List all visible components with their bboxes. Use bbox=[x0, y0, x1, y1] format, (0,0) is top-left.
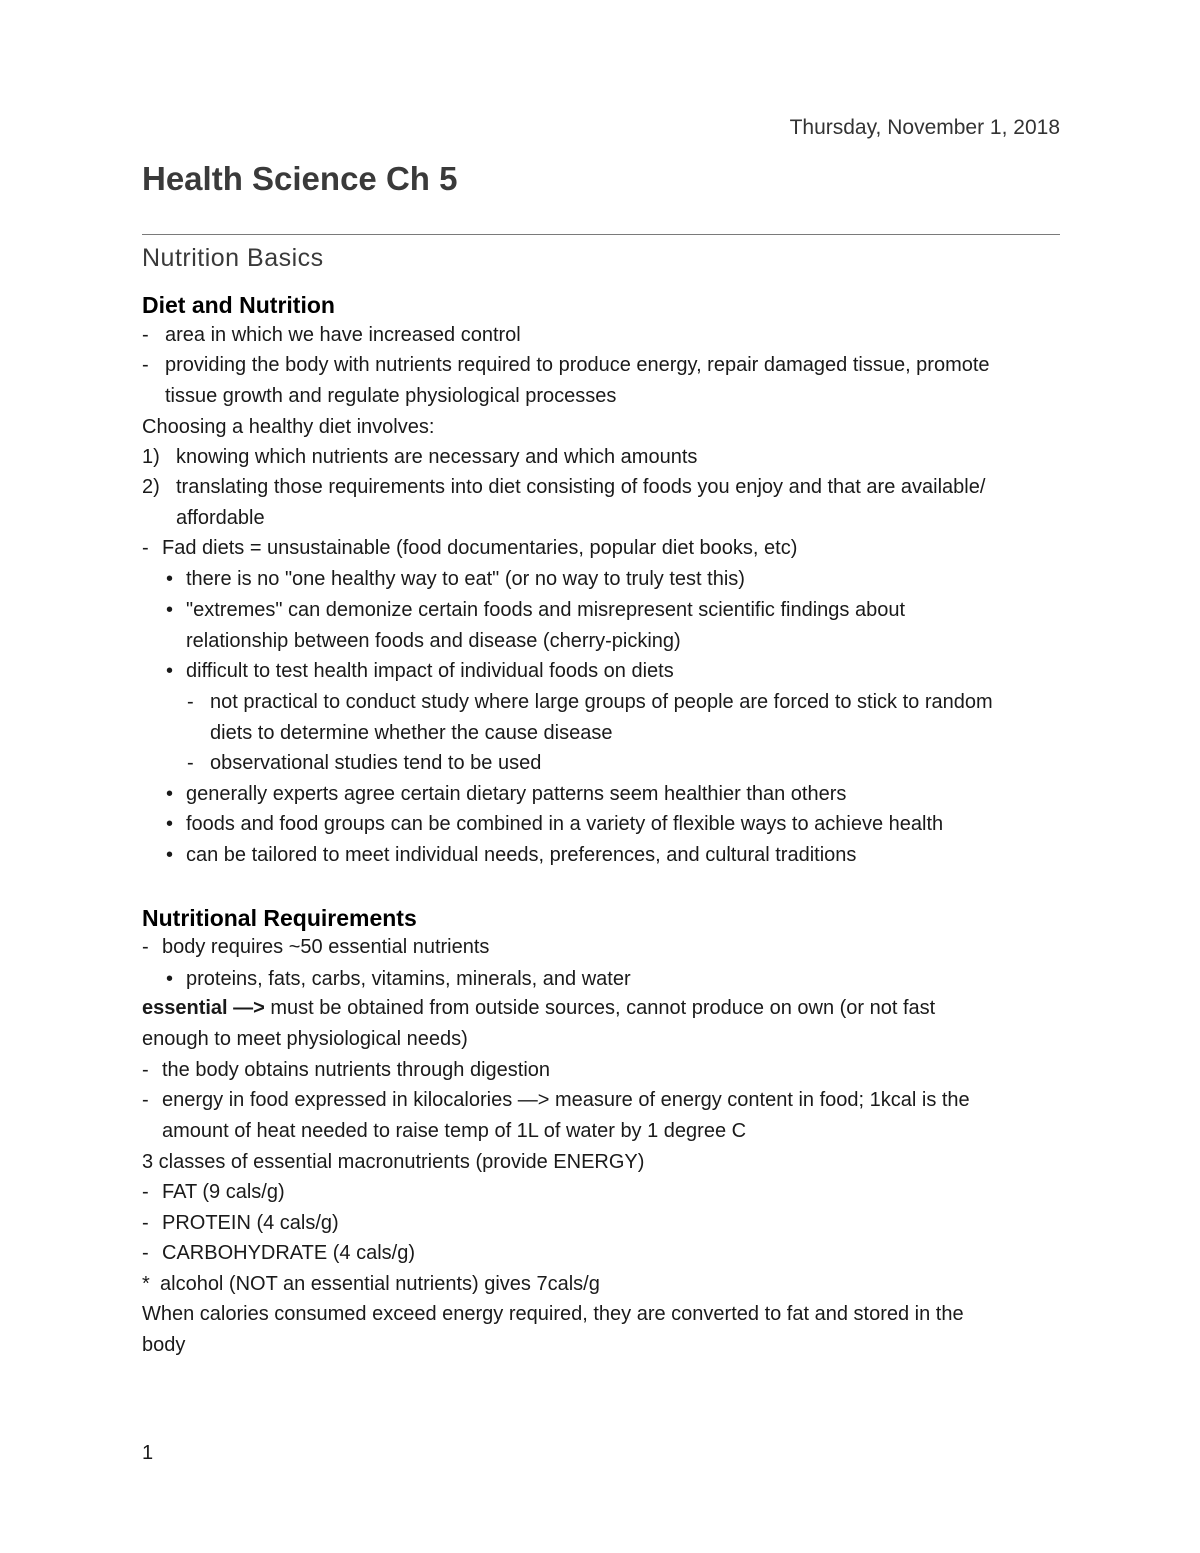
sub-list-item: "extremes" can demonize certain foods and misrepresent scientific findings about bbox=[186, 599, 906, 621]
paragraph-text: When calories consumed exceed energy required, they are converted to fat and stored in the bbox=[142, 1303, 964, 1325]
dash-marker: - bbox=[142, 936, 149, 958]
sub-sub-list-item: observational studies tend to be used bbox=[210, 752, 542, 774]
list-item: area in which we have increased control bbox=[165, 324, 521, 346]
bullet-marker: • bbox=[166, 813, 174, 835]
title-divider bbox=[142, 234, 1060, 235]
dash-marker: - bbox=[142, 324, 149, 346]
sub-sub-list-item-continuation: diets to determine whether the cause disease bbox=[210, 722, 613, 744]
bullet-marker: • bbox=[166, 599, 174, 621]
list-item: body requires ~50 essential nutrients bbox=[162, 936, 490, 958]
dash-marker: - bbox=[142, 1059, 149, 1081]
sub-list-item: difficult to test health impact of individual foods on diets bbox=[186, 660, 674, 682]
asterisk-marker: * bbox=[142, 1273, 150, 1295]
sub-list-item: there is no "one healthy way to eat" (or no way to truly test this) bbox=[186, 568, 745, 590]
sub-list-item: foods and food groups can be combined in a variety of flexible ways to achieve health bbox=[186, 813, 944, 835]
bullet-marker: • bbox=[166, 844, 174, 866]
list-item: Fad diets = unsustainable (food documentaries, popular diet books, etc) bbox=[162, 537, 798, 559]
paragraph-continuation: body bbox=[142, 1334, 186, 1356]
section-heading-nutritional-requirements: Nutritional Requirements bbox=[142, 905, 417, 931]
dash-marker: - bbox=[187, 691, 194, 713]
list-item: PROTEIN (4 cals/g) bbox=[162, 1212, 339, 1234]
list-item: providing the body with nutrients required to produce energy, repair damaged tissue, promote bbox=[165, 354, 990, 376]
paragraph-text: Choosing a healthy diet involves: bbox=[142, 416, 435, 438]
sub-list-item: can be tailored to meet individual needs, preferences, and cultural traditions bbox=[186, 844, 857, 866]
list-item-continuation: amount of heat needed to raise temp of 1L of water by 1 degree C bbox=[162, 1120, 747, 1142]
dash-marker: - bbox=[142, 1242, 149, 1264]
list-item: FAT (9 cals/g) bbox=[162, 1181, 285, 1203]
dash-marker: - bbox=[142, 537, 149, 559]
paragraph-text: 3 classes of essential macronutrients (provide ENERGY) bbox=[142, 1151, 645, 1173]
definition-line bbox=[142, 993, 935, 1023]
numbered-item: knowing which nutrients are necessary and which amounts bbox=[176, 446, 698, 468]
sub-sub-list-item: not practical to conduct study where large groups of people are forced to stick to random bbox=[210, 691, 993, 713]
definition-continuation: enough to meet physiological needs) bbox=[142, 1028, 468, 1050]
page-number: 1 bbox=[142, 1442, 154, 1464]
list-item: CARBOHYDRATE (4 cals/g) bbox=[162, 1242, 416, 1264]
bullet-marker: • bbox=[166, 968, 174, 990]
dash-marker: - bbox=[142, 1212, 149, 1234]
numbered-item-continuation: affordable bbox=[176, 507, 265, 529]
dash-marker: - bbox=[142, 354, 149, 376]
sub-list-item: proteins, fats, carbs, vitamins, minerals, and water bbox=[186, 968, 631, 990]
bullet-marker: • bbox=[166, 660, 174, 682]
list-item: the body obtains nutrients through digestion bbox=[162, 1059, 551, 1081]
bullet-marker: • bbox=[166, 568, 174, 590]
document-date: Thursday, November 1, 2018 bbox=[789, 116, 1060, 139]
number-marker: 1) bbox=[142, 446, 160, 468]
sub-list-item: generally experts agree certain dietary patterns seem healthier than others bbox=[186, 783, 847, 805]
bullet-marker: • bbox=[166, 783, 174, 805]
dash-marker: - bbox=[142, 1089, 149, 1111]
definition-term: essential —> bbox=[142, 997, 265, 1019]
number-marker: 2) bbox=[142, 476, 160, 498]
sub-list-item-continuation: relationship between foods and disease (cherry-picking) bbox=[186, 630, 681, 652]
section-heading-diet-nutrition: Diet and Nutrition bbox=[142, 292, 335, 318]
document-title: Health Science Ch 5 bbox=[142, 160, 458, 197]
list-item: energy in food expressed in kilocalories —> measure of energy content in food; 1kcal is the bbox=[162, 1089, 970, 1111]
dash-marker: - bbox=[142, 1181, 149, 1203]
document-subtitle: Nutrition Basics bbox=[142, 244, 324, 272]
dash-marker: - bbox=[187, 752, 194, 774]
definition-text: must be obtained from outside sources, cannot produce on own (or not fast bbox=[264, 997, 936, 1019]
numbered-item: translating those requirements into diet consisting of foods you enjoy and that are available/ bbox=[176, 476, 986, 498]
list-item-continuation: tissue growth and regulate physiological processes bbox=[165, 385, 617, 407]
list-item: alcohol (NOT an essential nutrients) gives 7cals/g bbox=[160, 1273, 600, 1295]
